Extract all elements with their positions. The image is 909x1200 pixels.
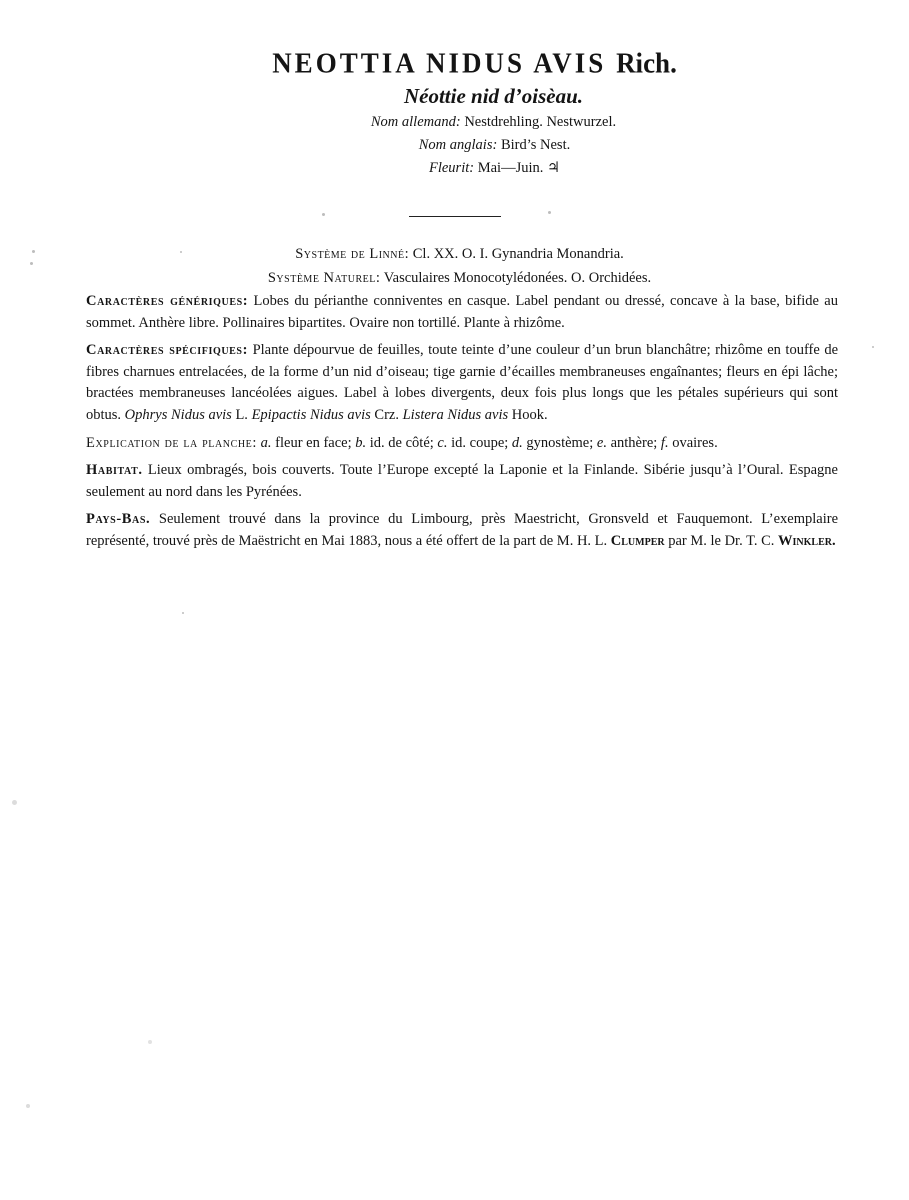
scan-speck — [548, 211, 551, 214]
scan-speck — [322, 213, 325, 216]
german-name-label: Nom allemand: — [370, 114, 461, 130]
scan-speck — [180, 251, 182, 253]
scan-speck — [26, 1104, 30, 1108]
plate-key-c: c. — [437, 434, 448, 451]
synonym-listera: Listera Nidus avis — [402, 406, 509, 423]
donor-clumper: Clumper — [610, 532, 665, 549]
linne-system-line — [10, 242, 909, 266]
species-title — [40, 45, 909, 81]
scan-speck — [148, 1040, 152, 1044]
flowering-value: Mai—Juin. ♃ — [477, 160, 560, 176]
scan-speck — [872, 346, 874, 348]
species-author: Rich. — [616, 47, 677, 79]
specific-characters-label: Caractères spécifiques: — [86, 342, 249, 359]
habitat-label: Habitat. — [86, 462, 143, 479]
specific-characters-paragraph — [86, 340, 838, 426]
english-name-label: Nom anglais: — [418, 137, 498, 153]
generic-characters-text: Lobes du périanthe conniventes en casque. Label pendant ou dressé, concave à la base, bifide au sommet. Anthère libre. Pollinaires bipartites. Ovaire non tortillé. Plante à rhizôme. — [86, 293, 838, 331]
habitat-paragraph — [86, 460, 838, 503]
netherlands-par: par M. le Dr. T. C. — [668, 532, 775, 549]
plate-key-f: f. — [660, 434, 669, 451]
synonym-ophrys: Ophrys Nidus avis — [124, 406, 232, 423]
plate-key-a-text: fleur en face; — [275, 434, 352, 451]
linne-system-label: Système de Linné: — [295, 246, 410, 262]
header — [0, 46, 909, 179]
plate-explanation-label: Explication de la planche: — [86, 434, 258, 451]
plate-key-e: e. — [596, 434, 607, 451]
german-name-line — [78, 112, 909, 133]
english-name-line — [80, 135, 909, 156]
specific-characters-text: Plante dépourvue de feuilles, toute teinte d’une couleur d’un brun blanchâtre; rhizôme en touffe de fibres charnues entrelacées, de la forme d’un nid d’oiseau; tige garnie d’écailles membraneuses engaînantes; fleurs en épi lâche; bractées membraneuses lancéolées aigues. Label à lobes divergents, deux fois plus longs que les pétales supérieurs qui sont obtus. — [86, 342, 839, 423]
scan-speck — [30, 262, 33, 265]
plate-key-b-text: id. de côté; — [369, 434, 434, 451]
natural-system-value: Vasculaires Monocotylédonées. O. Orchidées. — [383, 270, 652, 286]
separator-rule — [409, 216, 501, 217]
plate-key-a: a. — [260, 434, 272, 451]
scan-speck — [32, 250, 35, 253]
plate-key-b: b. — [355, 434, 367, 451]
linne-system-value: Cl. XX. O. I. Gynandria Monandria. — [412, 246, 624, 262]
english-name-value: Bird’s Nest. — [500, 137, 571, 153]
synonym-epipactis: Epipactis Nidus avis — [251, 406, 371, 423]
synonym-listera-author: Hook. — [511, 406, 548, 423]
donor-winkler: Winkler. — [778, 532, 836, 549]
generic-characters-label: Caractères génériques: — [86, 293, 249, 309]
flowering-line — [80, 158, 909, 179]
plate-explanation-paragraph — [86, 433, 838, 455]
generic-characters-paragraph — [86, 291, 838, 334]
synonym-epipactis-author: Crz. — [374, 406, 399, 423]
plate-key-d: d. — [511, 434, 523, 451]
species-name: NEOTTIA NIDUS AVIS — [272, 47, 607, 79]
natural-system-line — [10, 266, 909, 290]
netherlands-text: Seulement trouvé dans la province du Limbourg, près Maestricht, Gronsveld et Fauquemont. L’exemplaire représenté, trouvé près de Maëstricht en Mai 1883, nous a été offert de la part de M. H. L. — [86, 511, 838, 549]
netherlands-label: Pays-Bas. — [86, 511, 151, 528]
plate-key-c-text: id. coupe; — [451, 434, 509, 451]
flowering-label: Fleurit: — [428, 160, 475, 176]
classification-systems — [0, 242, 909, 290]
plate-key-f-text: ovaires. — [672, 434, 718, 451]
netherlands-paragraph — [86, 509, 838, 552]
natural-system-label: Système Naturel: — [267, 270, 381, 286]
plate-key-d-text: gynostème; — [526, 434, 594, 451]
synonym-ophrys-author: L. — [235, 406, 248, 423]
description-body — [86, 291, 838, 559]
french-name: Néottie nid d’oisèau. — [403, 84, 584, 108]
german-name-value: Nestdrehling. Nestwurzel. — [464, 114, 617, 130]
scan-speck — [182, 612, 184, 614]
habitat-text: Lieux ombragés, bois couverts. Toute l’Europe excepté la Laponie et la Finlande. Sibérie jusqu’à l’Oural. Espagne seulement au nord dans les Pyrénées. — [86, 462, 838, 500]
scan-speck — [12, 800, 17, 805]
plate-key-e-text: anthère; — [610, 434, 658, 451]
